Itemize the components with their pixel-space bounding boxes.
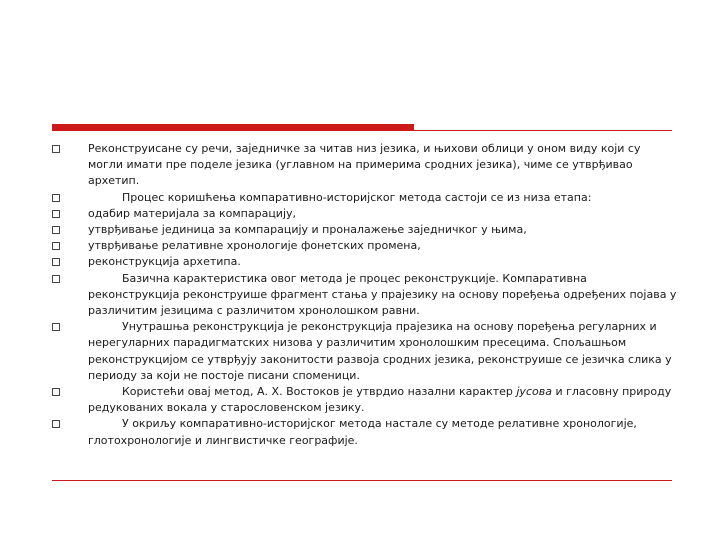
item-text: Базична карактеристика овог метода је процес реконструкције. Компаративна реконструкција реконструише фрагмент стања у прајезику на основу поређења одређених појава у различитим језицима с различитом хронолошком равни. [88,271,677,318]
list-item [52,271,677,320]
bullet-icon [52,238,88,254]
bullet-icon [52,222,88,238]
item-text: утврђивање јединица за компарацију и проналажење заједничког у њима, [88,223,527,237]
list-item [52,416,677,448]
list-item [52,141,677,190]
list-item [52,384,677,416]
item-text: реконструкција архетипа. [88,255,241,269]
list-item [52,238,677,254]
bullet-list [52,141,677,449]
item-text: Унутрашња реконструкција је реконструкција прајезика на основу поређења регуларних и нерегуларних парадигматских низова у различитим хронолошким пресецима. Спољашњом реконструкцијом се утврђују законитости развоја сродних језика, реконструише се језичка слика у периоду за који не постоје писани споменици. [88,320,672,382]
item-text: У окриљу компаративно-историјског метода настале су методе релативне хронологије, глотохронологије и лингвистичке географије. [88,417,637,447]
list-item [52,190,677,206]
list-item [52,222,677,238]
item-text [88,384,677,416]
top-divider [52,130,672,131]
item-text-part: и гласовну природу редукованих вокала у старословенском језику. [88,385,672,415]
bullet-icon [52,271,88,287]
list-item [52,206,677,222]
bullet-icon [52,384,88,400]
bullet-icon [52,190,88,206]
bullet-icon [52,206,88,222]
item-text-part: Користећи овај метод, А. Х. Востоков је утврдио назални карактер [122,385,517,399]
item-text: одабир материјала за компарацију, [88,206,297,220]
list-item [52,254,677,270]
item-text-italic: јусова [516,385,552,399]
bullet-icon [52,254,88,270]
item-text: Процес коришћења компаративно-историјског метода састоји се из низа етапа: [122,190,592,204]
bullet-icon [52,416,88,432]
item-text: утврђивање релативне хронологије фонетских промена, [88,239,421,253]
bottom-divider [52,480,672,481]
list-item [52,319,677,384]
bullet-icon [52,319,88,335]
item-text: Реконструисане су речи, заједничке за читав низ језика, и њихови облици у оном виду који су могли имати пре поделе језика (углавном на примерима сродних језика), чиме се утврђивао архетип. [88,142,641,188]
bullet-icon [52,141,88,157]
